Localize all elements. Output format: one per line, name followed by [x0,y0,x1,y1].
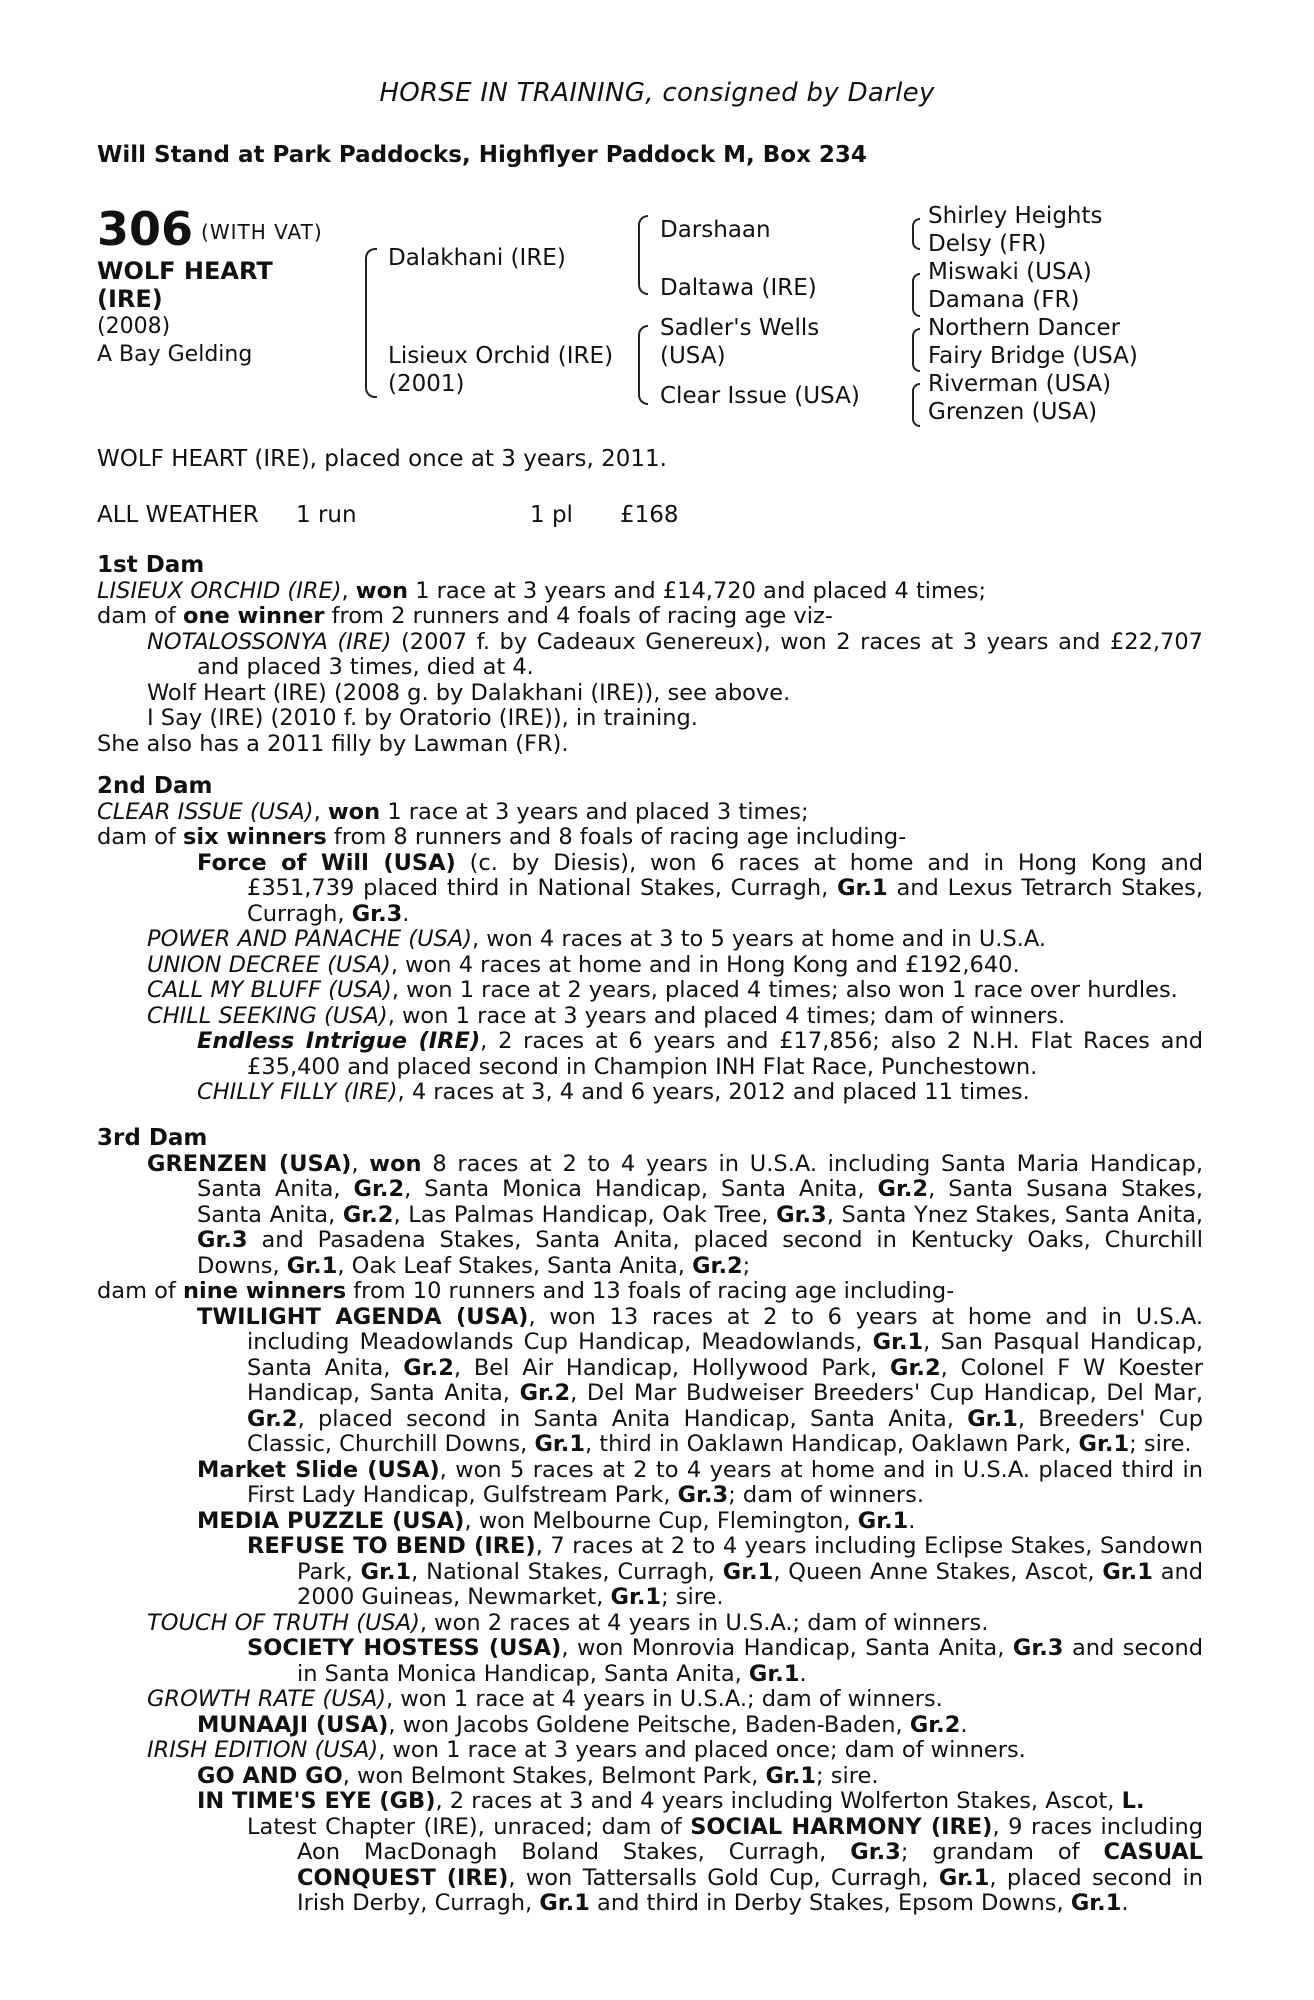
gg4-brace [912,383,920,427]
gg3-brace [912,328,920,372]
foaling-year: (2008) [97,314,171,339]
pedigree-dam [388,342,613,398]
second-dam-section [97,774,1203,1106]
horse-description: A Bay Gelding [97,342,253,367]
pedigree-dam-sire-name: Sadler's Wells [660,315,820,341]
pedigree-sire: Dalakhani (IRE) [388,245,566,271]
offspring-union-decree: UNION DECREE (USA), won 4 races at home and in Hong Kong and £192,640. [147,951,1020,978]
offspring-touch-of-truth: TOUCH OF TRUTH (USA), won 2 races at 4 years in U.S.A.; dam of winners. [147,1609,989,1636]
offspring-i-say: I Say (IRE) (2010 f. by Oratorio (IRE)), in training. [147,705,698,731]
pedigree-gg-6: Riverman (USA) [928,371,1112,397]
offspring-irish-edition: IRISH EDITION (USA), won 1 race at 3 years and placed once; dam of winners. [147,1737,1026,1763]
offspring-society-hostess: SOCIETY HOSTESS (USA), won Monrovia Handicap, Santa Anita, Gr.3 and second in Santa Monica Handicap, Santa Anita, Gr.1. [247,1635,1204,1687]
offspring-chill-seeking: CHILL SEEKING (USA), won 1 race at 3 years and placed 4 times; dam of winners. [147,1002,1066,1029]
pedigree-gg-4: Northern Dancer [928,315,1121,341]
pedigree-dam-sire [660,314,819,370]
offspring-munaaji: MUNAAJI (USA), won Jacobs Goldene Peitsche, Baden-Baden, Gr.2. [197,1711,968,1738]
offspring-media-puzzle: MEDIA PUZZLE (USA), won Melbourne Cup, Flemington, Gr.1. [197,1507,916,1534]
pedigree-gg-0: Shirley Heights [928,203,1103,229]
offspring-notalossonya: NOTALOSSONYA (IRE) (2007 f. by Cadeaux Genereux), won 2 races at 3 years and £22,707 and placed 3 times, died at 4. [147,628,1203,680]
sire-brace [638,215,648,295]
pedigree-dam-sire-country: (USA) [660,343,726,369]
vat-label: (WITH VAT) [201,220,323,244]
pedigree-gg-7: Grenzen (USA) [928,399,1098,425]
offspring-market-slide: Market Slide (USA), won 5 races at 2 to 4 years at home and in U.S.A. placed third in First Lady Handicap, Gulfstream Park, Gr.3; dam of winners. [197,1456,1203,1508]
offspring-in-times-eye: IN TIME'S EYE (GB), 2 races at 3 and 4 years including Wolferton Stakes, Ascot, L. [197,1788,1145,1814]
page-title: HORSE IN TRAINING, consigned by Darley [379,78,935,108]
first-dam-produce: dam of one winner from 2 runners and 4 foals of racing age viz- [97,603,833,629]
lot-info [97,202,337,369]
offspring-endless-intrigue: Endless Intrigue (IRE), 2 races at 6 years and £17,856; also 2 N.H. Flat Races and £35,400 and placed second in Champion INH Flat Race, Punchestown. [197,1028,1204,1080]
third-dam-produce: dam of nine winners from 10 runners and 13 foals of racing age including- [97,1278,955,1304]
pedigree-gg-2: Miswaki (USA) [928,259,1092,285]
gg1-brace [912,218,920,250]
first-dam-section [97,553,1203,757]
offspring-power-and-panache: POWER AND PANACHE (USA), won 4 races at 3 to 5 years at home and in U.S.A. [147,926,1047,952]
third-dam-heading: 3rd Dam [97,1125,208,1151]
horse-name-line1: WOLF HEART [97,257,273,285]
third-dam-record: GRENZEN (USA), won 8 races at 2 to 4 years in U.S.A. including Santa Maria Handicap, Santa Anita, Gr.2, Santa Monica Handicap, Santa Anita, Gr.2, Santa Susana Stakes, Santa Anita, Gr.2, Las Palmas Handicap, Oak Tree, Gr.3, Santa Ynez Stakes, Santa Anita, Gr.3 and Pasadena Stakes, Santa Anita, placed second in Kentucky Oaks, Churchill Downs, Gr.1, Oak Leaf Stakes, Santa Anita, Gr.2; [147,1150,1204,1279]
pedigree-gg-3: Damana (FR) [928,287,1080,313]
aw-runs: 1 run [296,502,357,528]
second-dam-produce: dam of six winners from 8 runners and 8 foals of racing age including- [97,824,907,850]
offspring-wolf-heart: Wolf Heart (IRE) (2008 g. by Dalakhani (IRE)), see above. [147,679,791,706]
gg2-brace [912,273,920,317]
dam-brace [638,325,648,405]
offspring-force-of-will: Force of Will (USA) (c. by Diesis), won 6 races at home and in Hong Kong and £351,739 placed third in National Stakes, Curragh, Gr.1 and Lexus Tetrarch Stakes, Curragh, Gr.3. [197,849,1203,927]
offspring-growth-rate: GROWTH RATE (USA), won 1 race at 4 years in U.S.A.; dam of winners. [147,1686,943,1712]
offspring-call-my-bluff: CALL MY BLUFF (USA), won 1 race at 2 years, placed 4 times; also won 1 race over hurdles. [147,977,1178,1003]
second-dam-record: CLEAR ISSUE (USA), won 1 race at 3 years and placed 3 times; [97,798,809,825]
lot-number: 306 [97,202,194,256]
pedigree-gg-1: Delsy (FR) [928,231,1047,257]
pedigree-dam-year: (2001) [388,371,465,397]
third-dam-section [97,1126,1203,1917]
first-dam-also: She also has a 2011 filly by Lawman (FR). [97,730,569,757]
pedigree-sire-dam: Daltawa (IRE) [660,275,817,301]
stand-location: Will Stand at Park Paddocks, Highflyer Paddock M, Box 234 [97,142,867,168]
pedigree-gg-5: Fairy Bridge (USA) [928,343,1138,369]
sire-dam-brace [365,248,377,398]
pedigree-sire-sire: Darshaan [660,217,771,243]
aw-label: ALL WEATHER [97,502,259,528]
offspring-go-and-go: GO AND GO, won Belmont Stakes, Belmont Park, Gr.1; sire. [197,1762,879,1789]
pedigree-dam-name: Lisieux Orchid (IRE) [388,343,614,369]
offspring-latest-chapter: Latest Chapter (IRE), unraced; dam of SOCIAL HARMONY (IRE), 9 races including Aon MacDonagh Boland Stakes, Curragh, Gr.3; grandam of CASUAL CONQUEST (IRE), won Tattersalls Gold Cup, Curragh, Gr.1, placed second in Irish Derby, Curragh, Gr.1 and third in Derby Stakes, Epsom Downs, Gr.1. [247,1813,1204,1916]
race-summary: WOLF HEART (IRE), placed once at 3 years, 2011. [97,446,667,472]
aw-earnings: £168 [620,502,679,528]
horse-name [97,257,337,313]
second-dam-heading: 2nd Dam [97,773,213,799]
aw-placed: 1 pl [530,502,573,528]
offspring-twilight-agenda: TWILIGHT AGENDA (USA), won 13 races at 2 to 6 years at home and in U.S.A. including Meadowlands Cup Handicap, Meadowlands, Gr.1, San Pasqual Handicap, Santa Anita, Gr.2, Bel Air Handicap, Hollywood Park, Gr.2, Colonel F W Koester Handicap, Santa Anita, Gr.2, Del Mar Budweiser Breeders' Cup Handicap, Del Mar, Gr.2, placed second in Santa Anita Handicap, Santa Anita, Gr.1, Breeders' Cup Classic, Churchill Downs, Gr.1, third in Oaklawn Handicap, Oaklawn Park, Gr.1; sire. [197,1303,1204,1457]
horse-name-line2: (IRE) [97,285,163,313]
first-dam-record: LISIEUX ORCHID (IRE), won 1 race at 3 years and £14,720 and placed 4 times; [97,577,987,604]
offspring-chilly-filly: CHILLY FILLY (IRE), 4 races at 3, 4 and 6 years, 2012 and placed 11 times. [197,1079,1030,1105]
pedigree-dam-dam: Clear Issue (USA) [660,383,860,409]
offspring-refuse-to-bend: REFUSE TO BEND (IRE), 7 races at 2 to 4 years including Eclipse Stakes, Sandown Park, Gr.1, National Stakes, Curragh, Gr.1, Queen Anne Stakes, Ascot, Gr.1 and 2000 Guineas, Newmarket, Gr.1; sire. [247,1533,1204,1610]
first-dam-heading: 1st Dam [97,552,205,578]
